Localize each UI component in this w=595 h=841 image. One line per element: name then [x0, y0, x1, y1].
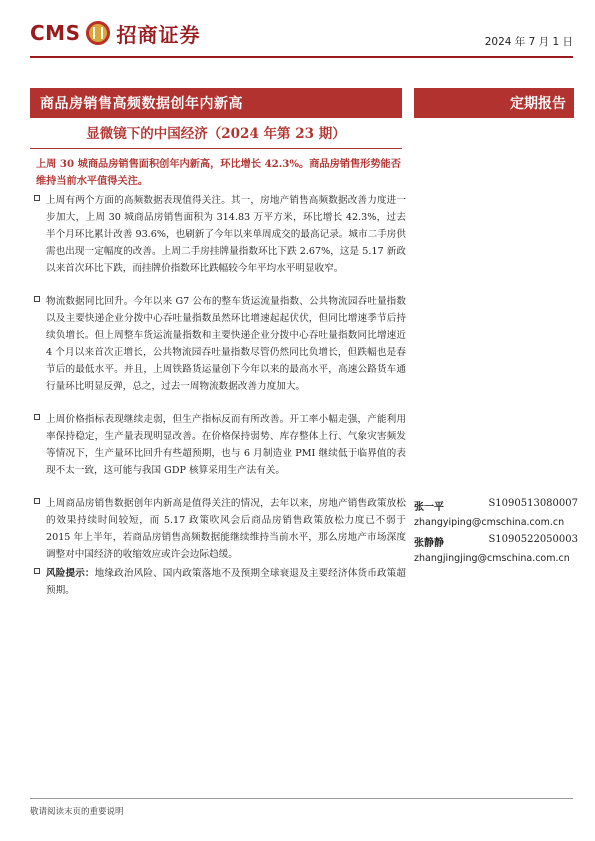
- analyst-email[interactable]: zhangjingjing@cmschina.com.cn: [414, 553, 570, 564]
- bullet-item: [46, 495, 406, 563]
- report-subtitle: 显微镜下的中国经济（2024 年第 23 期）: [86, 126, 346, 142]
- report-date: 2024 年 7 月 1 日: [484, 36, 573, 48]
- analyst-name: 张一平: [414, 502, 444, 513]
- footer-disclaimer: 敬请阅读末页的重要说明: [30, 807, 124, 817]
- bullet-square-icon: [34, 568, 40, 574]
- report-title: 商品房销售高频数据创年内新高: [40, 96, 243, 112]
- header-divider: [30, 56, 573, 58]
- bullet-item: [46, 411, 406, 479]
- bullet-square-icon: [34, 498, 40, 504]
- subtitle-divider: [30, 148, 402, 149]
- bullet-square-icon: [34, 195, 40, 201]
- analyst-name: 张静静: [414, 538, 444, 549]
- report-type-banner: [414, 88, 574, 118]
- bullet-text: 上周价格指标表现继续走弱，但生产指标反而有所改善。开工率小幅走强，产能利用率保持稳定，生产量表现明显改善。在价格保持弱势、库存整体上行、气象灾害频发等情况下，生产量环比回升有些超预期，也与 6 月制造业 PMI 继续低于临界值的表现不太一致，这可能与我国 GDP 核算采用生产法有关。: [46, 414, 406, 476]
- analyst-card: [414, 498, 578, 528]
- bullet-square-icon: [34, 414, 40, 420]
- bullet-text: 物流数据同比回升。今年以来 G7 公布的整车货运流量指数、公共物流园吞吐量指数以及主要快递企业分拨中心吞吐量指数虽然环比增速起起伏伏，但同比增速季节后持续负增长。但上周整车货运流量指数和主要快递企业分拨中心吞吐量指数同比增速近 4 个月以来首次正增长，公共物流园吞吐量指数尽管仍然同比负增长，但跌幅也是春节后的最低水平。并且，上周铁路货运量创下今年以来的最高水平，高速公路货车通行量环比明显反弹，总之，过去一周物流数据改善力度加大。: [46, 296, 406, 392]
- analyst-card: [414, 534, 578, 564]
- analyst-cert-number: S1090522050003: [488, 534, 578, 545]
- company-logo: [30, 16, 200, 50]
- bullet-square-icon: [34, 296, 40, 302]
- bullet-text: 上周有两个方面的高频数据表现值得关注。其一，房地产销售高频数据改善力度进一步加大，上周 30 城商品房销售面积为 314.83 万平方米，环比增长 42.3%，过去半个月环比累计改善 93.6%，也刷新了今年以来单周成交的最高记录。城市二手房供需也出现一定幅度的改善。上周二手房挂牌量指数环比下跌 2.67%，这是 5.17 新政以来首次环比下跌，而挂牌价指数环比跌幅较今年平均水平明显收窄。: [46, 195, 406, 274]
- bullet-item: [46, 192, 406, 277]
- footer-divider: [30, 798, 573, 799]
- analyst-cert-number: S1090513080007: [488, 498, 578, 509]
- logo-chinese: 招商证券: [116, 22, 201, 47]
- logo-emblem-icon: [86, 21, 110, 45]
- summary-paragraph: 上周 30 城商品房销售面积创年内新高，环比增长 42.3%。商品房销售形势能否维持当前水平值得关注。: [36, 158, 401, 187]
- risk-warning: [46, 565, 406, 599]
- risk-label: 风险提示：: [46, 568, 95, 579]
- bullet-item: [46, 293, 406, 395]
- title-banner: [30, 88, 402, 118]
- bullet-text: 上周商品房销售数据创年内新高是值得关注的情况，去年以来，房地产销售政策放松的效果持续时间较短，而 5.17 政策吹风会后商品房销售政策放松力度已不弱于 2015 年上半年，若商品房销售高频数据能继续维持当前水平，那么房地产市场深度调整对中国经济的收缩效应或许会边际趋缓。: [46, 498, 406, 560]
- report-type: 定期报告: [510, 96, 566, 112]
- logo-latin: CMS: [30, 21, 81, 45]
- analyst-email[interactable]: zhangyiping@cmschina.com.cn: [414, 517, 565, 528]
- risk-text: 地缘政治风险、国内政策落地不及预期全球衰退及主要经济体货币政策超预期。: [46, 568, 407, 596]
